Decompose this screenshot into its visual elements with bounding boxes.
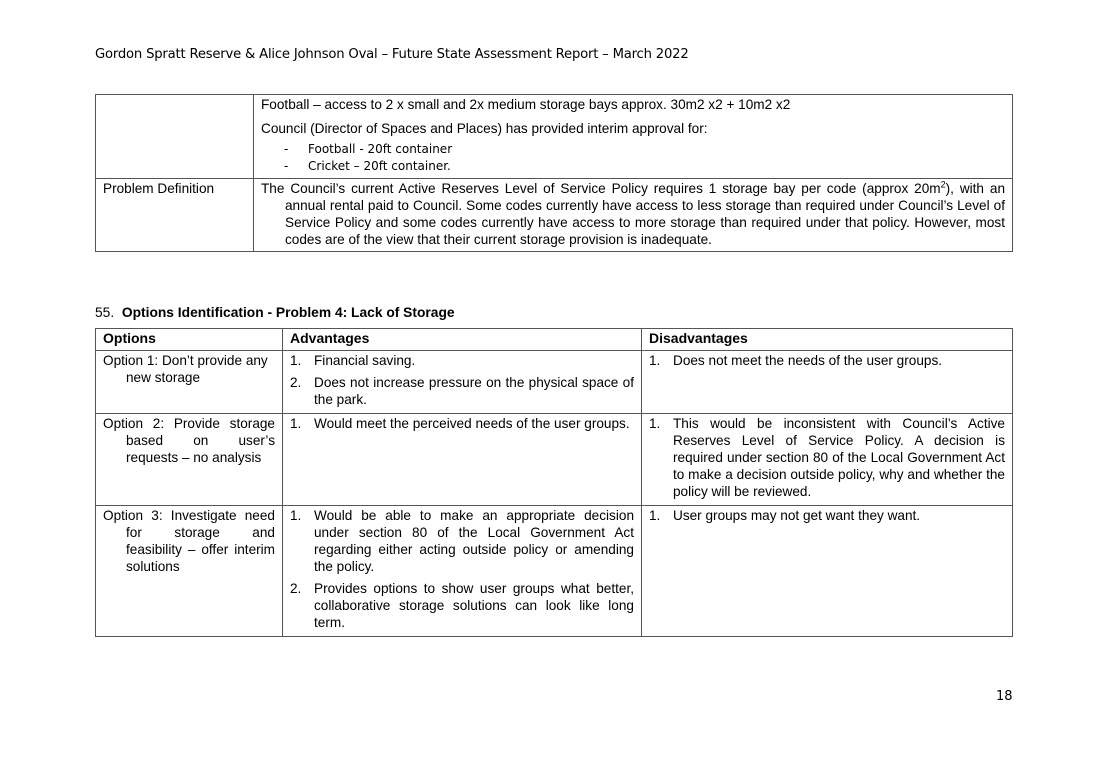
problem-definition-cell <box>254 179 1013 252</box>
list-item <box>290 580 634 631</box>
section-title: Options Identification - Problem 4: Lack of Storage <box>121 305 455 320</box>
table-cell-label <box>96 95 254 179</box>
header-options: Options <box>96 329 283 351</box>
section-heading <box>95 305 455 320</box>
list-item <box>290 352 634 369</box>
disadvantages-cell <box>642 506 1013 637</box>
interim-approval-text: Council (Director of Spaces and Places) has provided interim approval for: <box>261 121 708 136</box>
problem-text-part: The Council’s current Active Reserves Level of Service Policy requires 1 storage bay per code (approx 20m <box>261 181 941 196</box>
section-number: 55. <box>95 305 115 320</box>
page-number: 18 <box>996 689 1013 704</box>
interim-approval-list <box>284 141 1005 175</box>
header-disadvantages: Disadvantages <box>642 329 1013 351</box>
option-cell <box>96 414 283 506</box>
storage-access-text: Football – access to 2 x small and 2x medium storage bays approx. 30m2 x2 + 10m2 x2 <box>261 97 791 112</box>
item-number: 1. <box>290 416 302 431</box>
list-item: - Football - 20ft container <box>284 141 1005 158</box>
table-row <box>96 414 1013 506</box>
item-number: 2. <box>290 375 302 390</box>
table-header-row <box>96 329 1013 351</box>
advantages-list <box>290 352 634 408</box>
option-label: Option 2: Provide storage based on user’s requests – no analysis <box>103 416 275 465</box>
problem-definition-label: Problem Definition <box>96 179 254 252</box>
advantages-cell <box>283 351 642 414</box>
problem-text-part: ), with an annual rental paid to Council. Some codes currently have access to less storage than required under Council’s Level of Service Policy and some codes currently have access to more storage than required under that policy. However, most codes are of the view that their current storage provision is inadequate. <box>285 181 1006 247</box>
advantages-list <box>290 415 634 432</box>
table-row <box>96 95 1013 179</box>
list-item <box>290 507 634 575</box>
header-advantages: Advantages <box>283 329 642 351</box>
table-cell-content <box>254 95 1013 179</box>
item-text: Would be able to make an appropriate decision under section 80 of the Local Government Act regarding either acting outside policy or amending the policy. <box>314 508 634 574</box>
item-number: 1. <box>649 508 661 523</box>
page-header: Gordon Spratt Reserve & Alice Johnson Oval – Future State Assessment Report – March 2022 <box>95 47 689 62</box>
disadvantages-cell <box>642 351 1013 414</box>
list-item: - Cricket – 20ft container. <box>284 158 1005 175</box>
item-text: Does not meet the needs of the user groups. <box>673 353 943 368</box>
advantages-list <box>290 507 634 631</box>
option-label: Option 1: Don’t provide any new storage <box>103 353 268 385</box>
item-text: Financial saving. <box>314 353 416 368</box>
list-item <box>649 415 1005 500</box>
disadvantages-cell <box>642 414 1013 506</box>
table-row <box>96 351 1013 414</box>
item-text: Would meet the perceived needs of the user groups. <box>314 416 630 431</box>
table-row <box>96 506 1013 637</box>
advantages-cell <box>283 506 642 637</box>
superscript: 2 <box>940 179 946 190</box>
options-table <box>95 328 1013 637</box>
item-text: This would be inconsistent with Council’s Active Reserves Level of Service Policy. A decision is required under section 80 of the Local Government Act to make a decision outside policy, why and whether the policy will be reviewed. <box>673 416 1005 499</box>
list-item <box>649 352 1005 369</box>
option-cell <box>96 506 283 637</box>
item-number: 1. <box>290 508 302 523</box>
item-text: User groups may not get want they want. <box>673 508 921 523</box>
advantages-cell <box>283 414 642 506</box>
list-item <box>290 415 634 432</box>
item-number: 2. <box>290 581 302 596</box>
item-text: Does not increase pressure on the physical space of the park. <box>314 375 634 407</box>
disadvantages-list <box>649 352 1005 369</box>
item-number: 1. <box>290 353 302 368</box>
disadvantages-list <box>649 415 1005 500</box>
item-number: 1. <box>649 416 661 431</box>
table-row <box>96 179 1013 252</box>
option-label: Option 3: Investigate need for storage and feasibility – offer interim solutions <box>103 508 275 574</box>
option-cell <box>96 351 283 414</box>
list-item <box>649 507 1005 524</box>
item-number: 1. <box>649 353 661 368</box>
problem-definition-text <box>261 180 1005 248</box>
list-item <box>290 374 634 408</box>
item-text: Provides options to show user groups what better, collaborative storage solutions can look like long term. <box>314 581 634 630</box>
problem-table <box>95 94 1013 252</box>
disadvantages-list <box>649 507 1005 524</box>
